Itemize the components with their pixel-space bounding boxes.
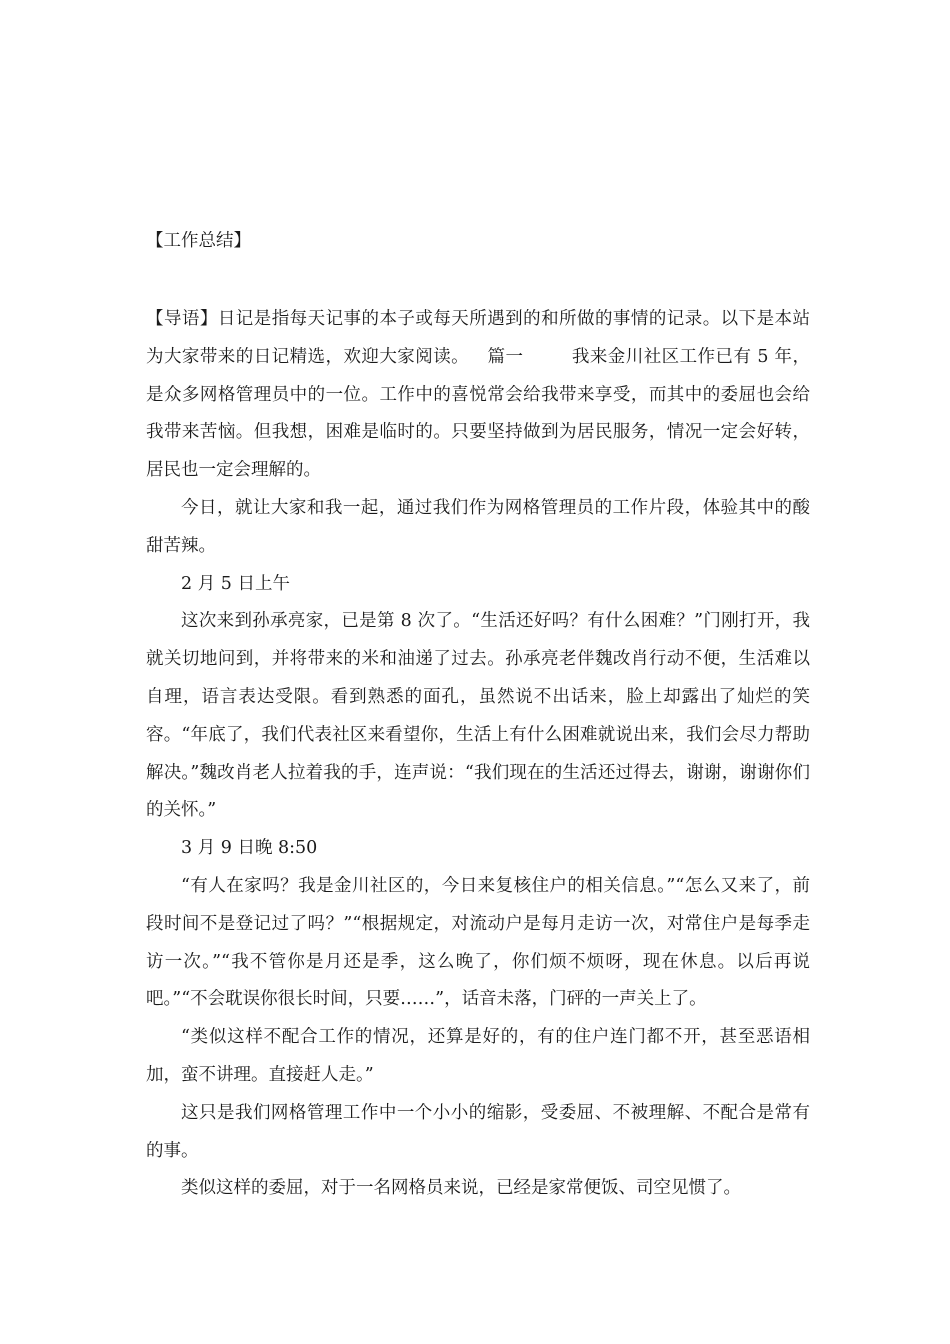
body-paragraph: 类似这样的委屈，对于一名网格员来说，已经是家常便饭、司空见惯了。 [181, 1178, 741, 1199]
intro-text: 【导语】日记是指每天记事的本子或每天所遇到的和所做的事情的记录。以下是本站为大家带来的日记精选，欢迎大家阅读。 [146, 309, 810, 367]
body-paragraph: 今日，就让大家和我一起，通过我们作为网格管理员的工作片段，体验其中的酸甜苦辣。 [146, 497, 810, 556]
document-heading: 【工作总结】 [146, 231, 251, 251]
date-line: 3 月 9 日晚 8:50 [181, 838, 318, 859]
intro-continuation: 我来金川社区工作已有 5 年，是众多网格管理员中的一位。工作中的喜悦常会给我带来享受，而其中的委屈也会给我带来苦恼。但我想，困难是临时的。只要坚持做到为居民服务，情况一定会好转，居民也一定会理解的。 [146, 346, 811, 481]
body-paragraph: “有人在家吗？我是金川社区的，今日来复核住户的相关信息。”“怎么又来了，前段时间不是登记过了吗？”“根据规定，对流动户是每月走访一次，对常住户是每季走访一次。”“我不管你是月还是季，这么晚了，你们烦不烦呀，现在休息。以后再说吧。”“不会耽误你很长时间，只要……”，话音未落，门砰的一声关上了。 [146, 875, 810, 1010]
date-line: 2 月 5 日上午 [181, 573, 290, 594]
intro-paragraph [146, 301, 810, 490]
document-body [146, 301, 810, 1208]
section-label: 篇一 [487, 346, 524, 367]
body-paragraph: “类似这样不配合工作的情况，还算是好的，有的住户连门都不开，甚至恶语相加，蛮不讲理。直接赶人走。” [146, 1027, 810, 1085]
body-paragraph: 这只是我们网格管理工作中一个小小的缩影，受委屈、不被理解、不配合是常有的事。 [146, 1102, 810, 1161]
body-paragraph: 这次来到孙承亮家，已是第 8 次了。“生活还好吗？有什么困难？”门刚打开，我就关切地问到，并将带来的米和油递了过去。孙承亮老伴魏改肖行动不便，生活难以自理，语言表达受限。看到熟悉的面孔，虽然说不出话来，脸上却露出了灿烂的笑容。“年底了，我们代表社区来看望你，生活上有什么困难就说出来，我们会尽力帮助解决。”魏改肖老人拉着我的手，连声说：“我们现在的生活还过得去，谢谢，谢谢你们的关怀。” [146, 611, 810, 821]
